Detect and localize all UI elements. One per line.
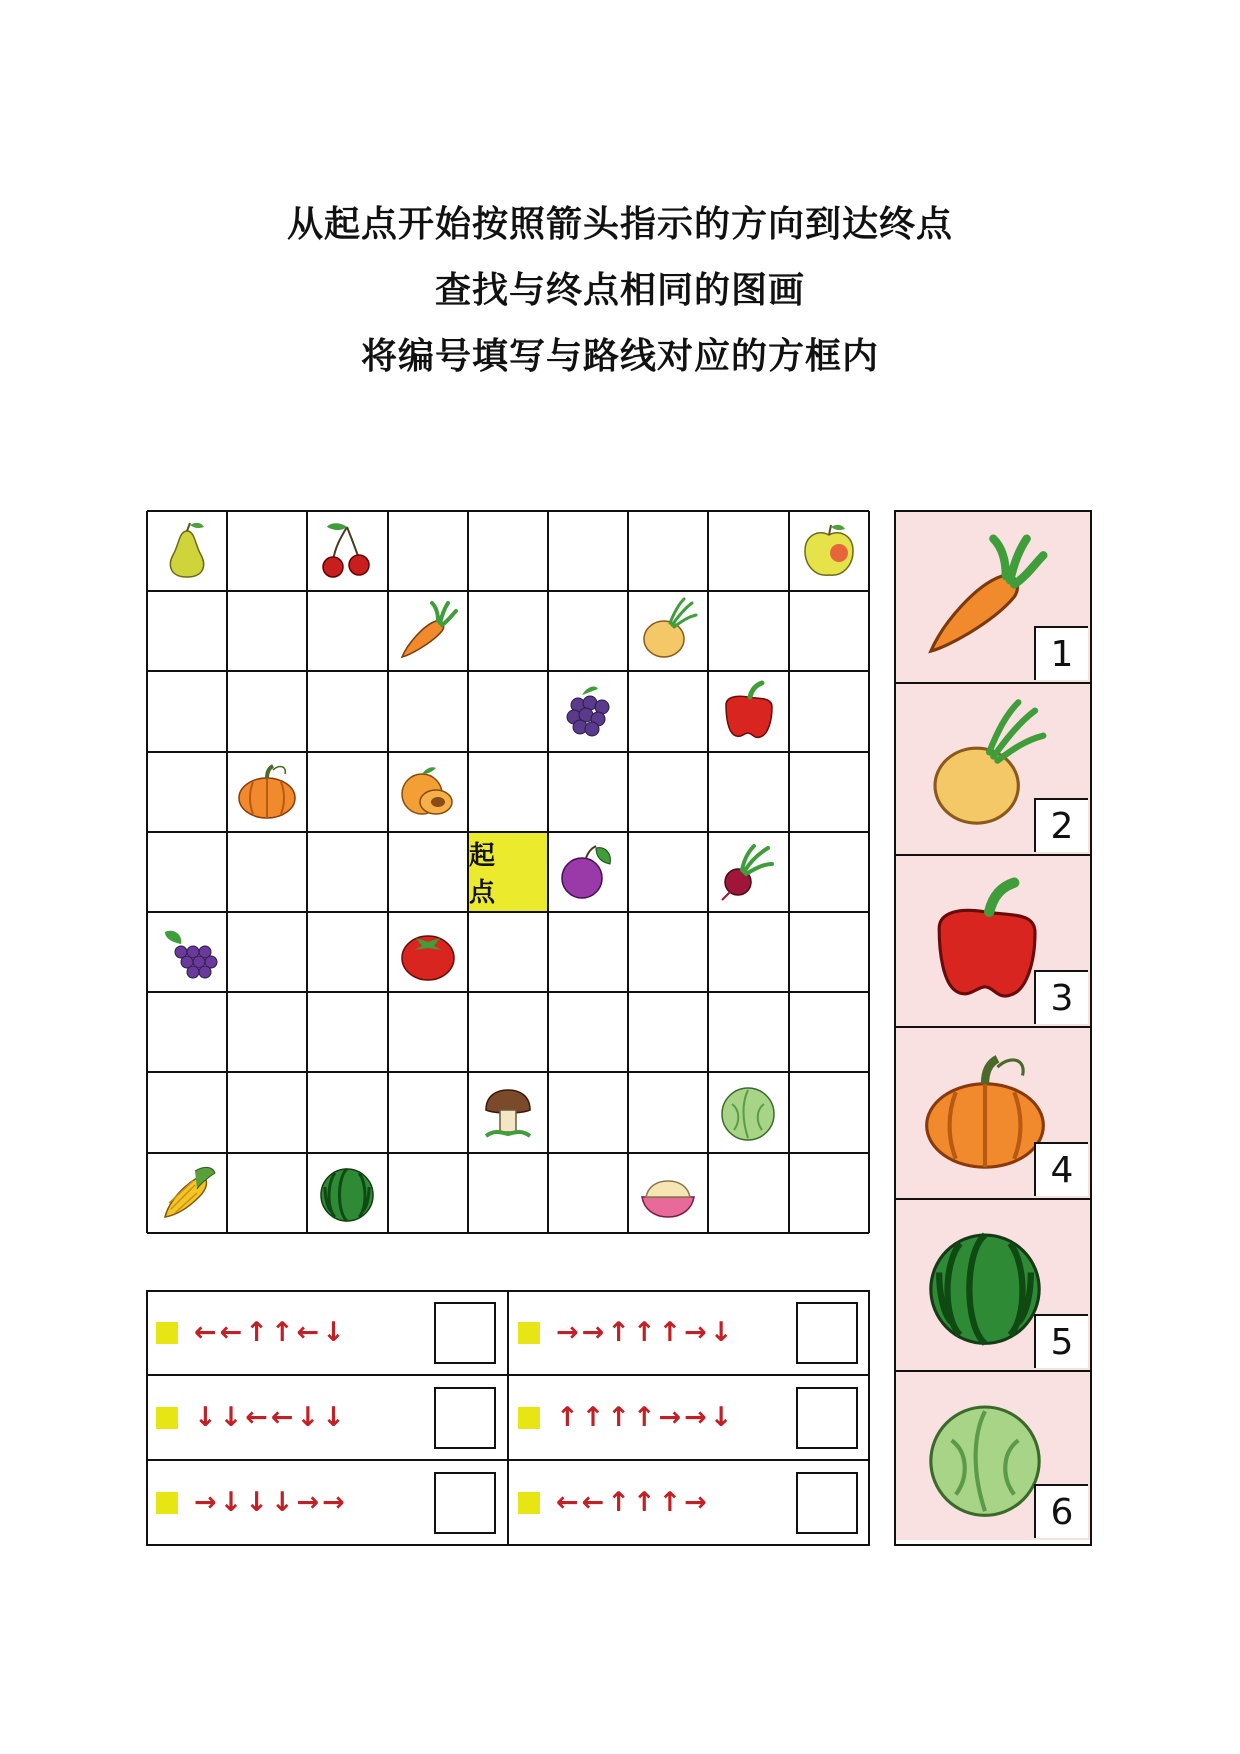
grid-cell-onion <box>628 591 708 671</box>
grid-cell-watermelon <box>307 1153 387 1233</box>
option-number: 3 <box>1034 970 1088 1024</box>
option-number: 4 <box>1034 1142 1088 1196</box>
route-table <box>146 1290 870 1546</box>
grid-cell-carrot <box>388 591 468 671</box>
option-number: 5 <box>1034 1314 1088 1368</box>
tomato-icon <box>392 916 464 988</box>
option-number: 6 <box>1034 1484 1088 1538</box>
option-bell-pepper <box>896 856 1090 1028</box>
grid-cell-apricot <box>388 752 468 832</box>
start-label: 起 点 <box>469 841 502 908</box>
mushroom-icon <box>472 1076 544 1148</box>
answer-options-panel <box>894 510 1092 1546</box>
route-marker <box>518 1407 540 1429</box>
grid-cell-grapes <box>147 912 227 992</box>
cherry-icon <box>311 515 383 587</box>
answer-box[interactable] <box>796 1302 858 1364</box>
route-arrows: ←←↑↑↑→ <box>556 1487 710 1518</box>
option-number: 1 <box>1034 626 1088 680</box>
pear-icon <box>151 515 223 587</box>
route-marker <box>156 1492 178 1514</box>
route-arrows: ↑↑↑↑→→↓ <box>556 1402 736 1433</box>
grid-cell-mushroom <box>468 1072 548 1152</box>
pumpkin-icon <box>231 756 303 828</box>
option-pumpkin <box>896 1028 1090 1200</box>
grapes-icon <box>151 916 223 988</box>
grid-cell-bowl <box>628 1153 708 1233</box>
route-row <box>146 1290 508 1375</box>
blackberry-icon <box>552 675 624 747</box>
onion-icon <box>632 595 704 667</box>
grid-cell-bell-pepper <box>708 671 788 751</box>
grid-cell-cabbage <box>708 1072 788 1152</box>
grid-cell-plum <box>548 832 628 912</box>
route-arrows: ↓↓←←↓↓ <box>194 1402 348 1433</box>
route-arrows: →→↑↑↑→↓ <box>556 1317 736 1348</box>
cabbage-icon <box>712 1076 784 1148</box>
answer-box[interactable] <box>796 1472 858 1534</box>
carrot-icon <box>392 595 464 667</box>
grid-cell-cherry <box>307 511 387 591</box>
route-arrows: ←←↑↑←↓ <box>194 1317 348 1348</box>
grid-cell-blackberry <box>548 671 628 751</box>
beet-icon <box>712 836 784 908</box>
grid-cell-apple <box>789 511 869 591</box>
watermelon-icon <box>311 1157 383 1229</box>
instruction-line-1: 从起点开始按照箭头指示的方向到达终点 <box>286 204 953 245</box>
answer-box[interactable] <box>434 1472 496 1534</box>
route-row <box>508 1375 870 1460</box>
route-marker <box>156 1322 178 1344</box>
bowl-icon <box>632 1157 704 1229</box>
route-row <box>508 1460 870 1545</box>
route-row <box>146 1375 508 1460</box>
start-cell <box>469 833 547 911</box>
instruction-line-3: 将编号填写与路线对应的方框内 <box>360 336 879 377</box>
apricot-icon <box>392 756 464 828</box>
option-carrot <box>896 512 1090 684</box>
instruction-line-2: 查找与终点相同的图画 <box>434 270 805 311</box>
grid-cell-pear <box>147 511 227 591</box>
answer-box[interactable] <box>796 1387 858 1449</box>
option-cabbage <box>896 1372 1090 1540</box>
corn-icon <box>151 1157 223 1229</box>
answer-box[interactable] <box>434 1302 496 1364</box>
answer-box[interactable] <box>434 1387 496 1449</box>
route-marker <box>518 1322 540 1344</box>
apple-icon <box>793 515 865 587</box>
bell-pepper-icon <box>712 675 784 747</box>
route-arrows: →↓↓↓→→ <box>194 1487 348 1518</box>
plum-icon <box>552 836 624 908</box>
route-row <box>146 1460 508 1545</box>
grid-cell-pumpkin <box>227 752 307 832</box>
maze-grid <box>146 510 870 1234</box>
route-marker <box>518 1492 540 1514</box>
option-onion <box>896 684 1090 856</box>
route-marker <box>156 1407 178 1429</box>
grid-cell-beet <box>708 832 788 912</box>
grid-cell-corn <box>147 1153 227 1233</box>
grid-cell-tomato <box>388 912 468 992</box>
option-number: 2 <box>1034 798 1088 852</box>
route-row <box>508 1290 870 1375</box>
option-watermelon <box>896 1200 1090 1372</box>
